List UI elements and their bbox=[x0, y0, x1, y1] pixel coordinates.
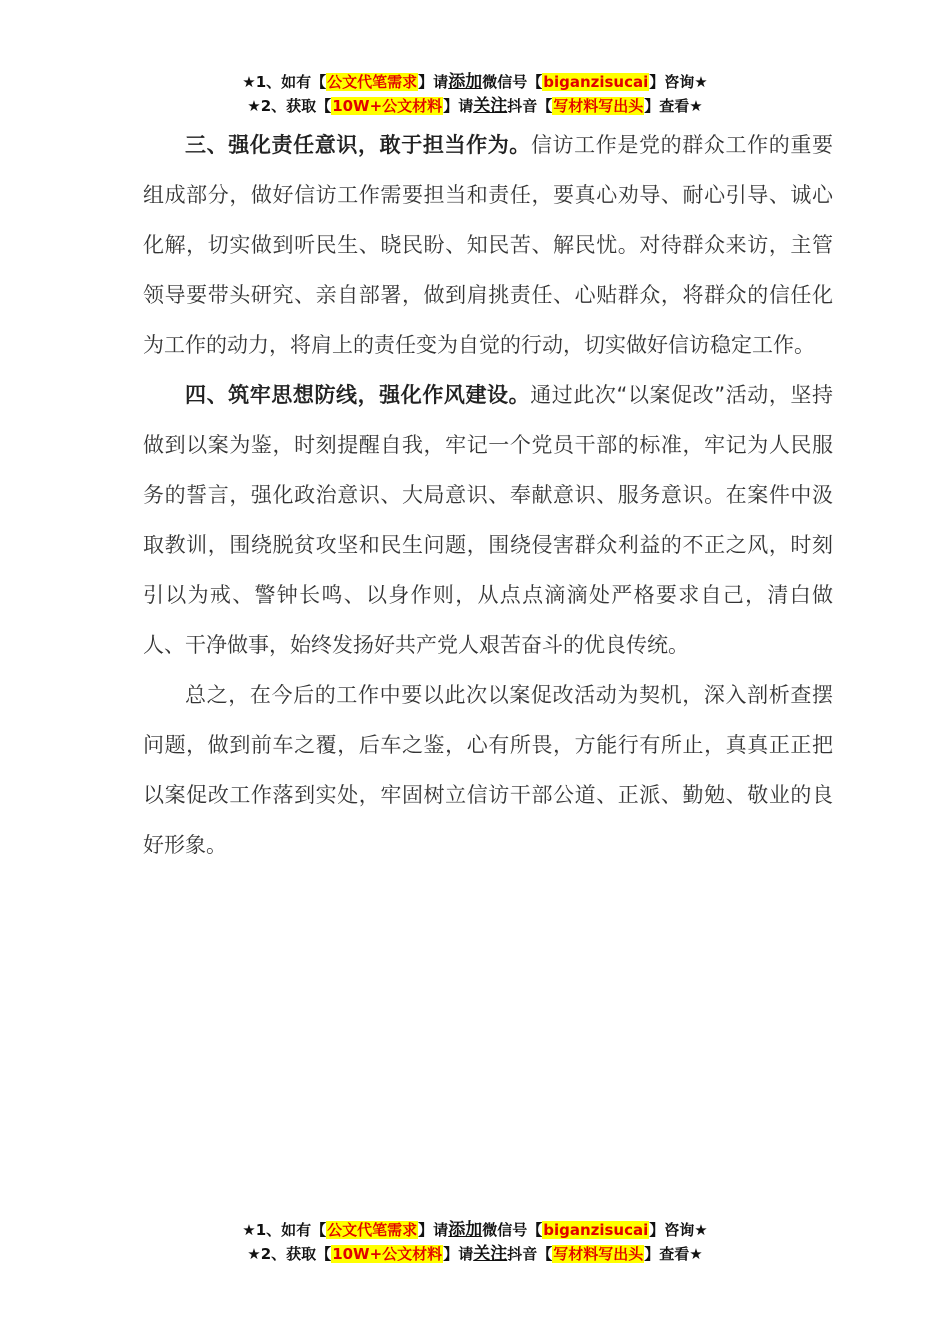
paragraph-3 bbox=[143, 120, 833, 370]
header-line-1-emphasis: 添加 bbox=[448, 72, 483, 92]
footer-line-1-suffix: 】咨询★ bbox=[649, 1221, 708, 1239]
header-line-1-text: 】请 bbox=[418, 73, 449, 91]
footer-line-1-wechat-label: 微信号【 bbox=[482, 1221, 543, 1239]
header-line-2-suffix: 】查看★ bbox=[644, 97, 703, 115]
footer-line-1-emphasis: 添加 bbox=[448, 1220, 483, 1240]
header-line-1-wechat-label: 微信号【 bbox=[482, 73, 543, 91]
paragraph-4-heading: 四、筑牢思想防线，强化作风建设。 bbox=[185, 383, 531, 407]
footer-line-2 bbox=[0, 1242, 950, 1266]
paragraph-conclusion bbox=[143, 670, 833, 870]
header-line-1-wechat-id: biganzisucai bbox=[543, 73, 649, 91]
footer-line-2-douyin-account: 写材料写出头 bbox=[553, 1245, 644, 1263]
paragraph-3-heading: 三、强化责任意识，敢于担当作为。 bbox=[185, 133, 531, 157]
header-line-2-douyin-account: 写材料写出头 bbox=[553, 97, 644, 115]
document-body bbox=[143, 120, 833, 870]
header-line-1-highlight-service: 公文代笔需求 bbox=[327, 73, 418, 91]
footer-line-2-emphasis: 关注 bbox=[473, 1244, 508, 1264]
footer-line-2-suffix: 】查看★ bbox=[644, 1245, 703, 1263]
paragraph-4 bbox=[143, 370, 833, 670]
paragraph-4-text: 通过此次“以案促改”活动，坚持做到以案为鉴，时刻提醒自我，牢记一个党员干部的标准，牢记为人民服务的誓言，强化政治意识、大局意识、奉献意识、服务意识。在案件中汲取教训，围绕脱贫攻坚和民生问题，围绕侵害群众利益的不正之风，时刻引以为戒、警钟长鸣、以身作则，从点点滴滴处严格要求自己，清白做人、干净做事，始终发扬好共产党人艰苦奋斗的优良传统。 bbox=[143, 383, 834, 657]
header-line-1 bbox=[0, 70, 950, 94]
header-line-2-text: 】请 bbox=[443, 97, 474, 115]
header-line-2 bbox=[0, 94, 950, 118]
footer-line-1-prefix: ★1、如有【 bbox=[242, 1221, 327, 1239]
header-line-2-douyin-label: 抖音【 bbox=[507, 97, 553, 115]
header-line-1-suffix: 】咨询★ bbox=[649, 73, 708, 91]
header-line-1-prefix: ★1、如有【 bbox=[242, 73, 327, 91]
footer-banner bbox=[0, 1218, 950, 1266]
header-line-2-emphasis: 关注 bbox=[473, 96, 508, 116]
footer-line-2-highlight-materials: 10W+公文材料 bbox=[332, 1245, 443, 1263]
footer-line-1 bbox=[0, 1218, 950, 1242]
paragraph-conclusion-text: 总之，在今后的工作中要以此次以案促改活动为契机，深入剖析查摆问题，做到前车之覆，后车之鉴，心有所畏，方能行有所止，真真正正把以案促改工作落到实处，牢固树立信访干部公道、正派、勤勉、敬业的良好形象。 bbox=[143, 683, 833, 857]
header-line-2-highlight-materials: 10W+公文材料 bbox=[332, 97, 443, 115]
footer-line-1-highlight-service: 公文代笔需求 bbox=[327, 1221, 418, 1239]
footer-line-2-douyin-label: 抖音【 bbox=[507, 1245, 553, 1263]
footer-line-1-wechat-id: biganzisucai bbox=[543, 1221, 649, 1239]
header-line-2-prefix: ★2、获取【 bbox=[247, 97, 332, 115]
footer-line-2-prefix: ★2、获取【 bbox=[247, 1245, 332, 1263]
footer-line-1-text: 】请 bbox=[418, 1221, 449, 1239]
header-banner bbox=[0, 70, 950, 118]
paragraph-3-text: 信访工作是党的群众工作的重要组成部分，做好信访工作需要担当和责任，要真心劝导、耐心引导、诚心化解，切实做到听民生、晓民盼、知民苦、解民忧。对待群众来访，主管领导要带头研究、亲自部署，做到肩挑责任、心贴群众，将群众的信任化为工作的动力，将肩上的责任变为自觉的行动，切实做好信访稳定工作。 bbox=[143, 133, 834, 357]
footer-line-2-text: 】请 bbox=[443, 1245, 474, 1263]
